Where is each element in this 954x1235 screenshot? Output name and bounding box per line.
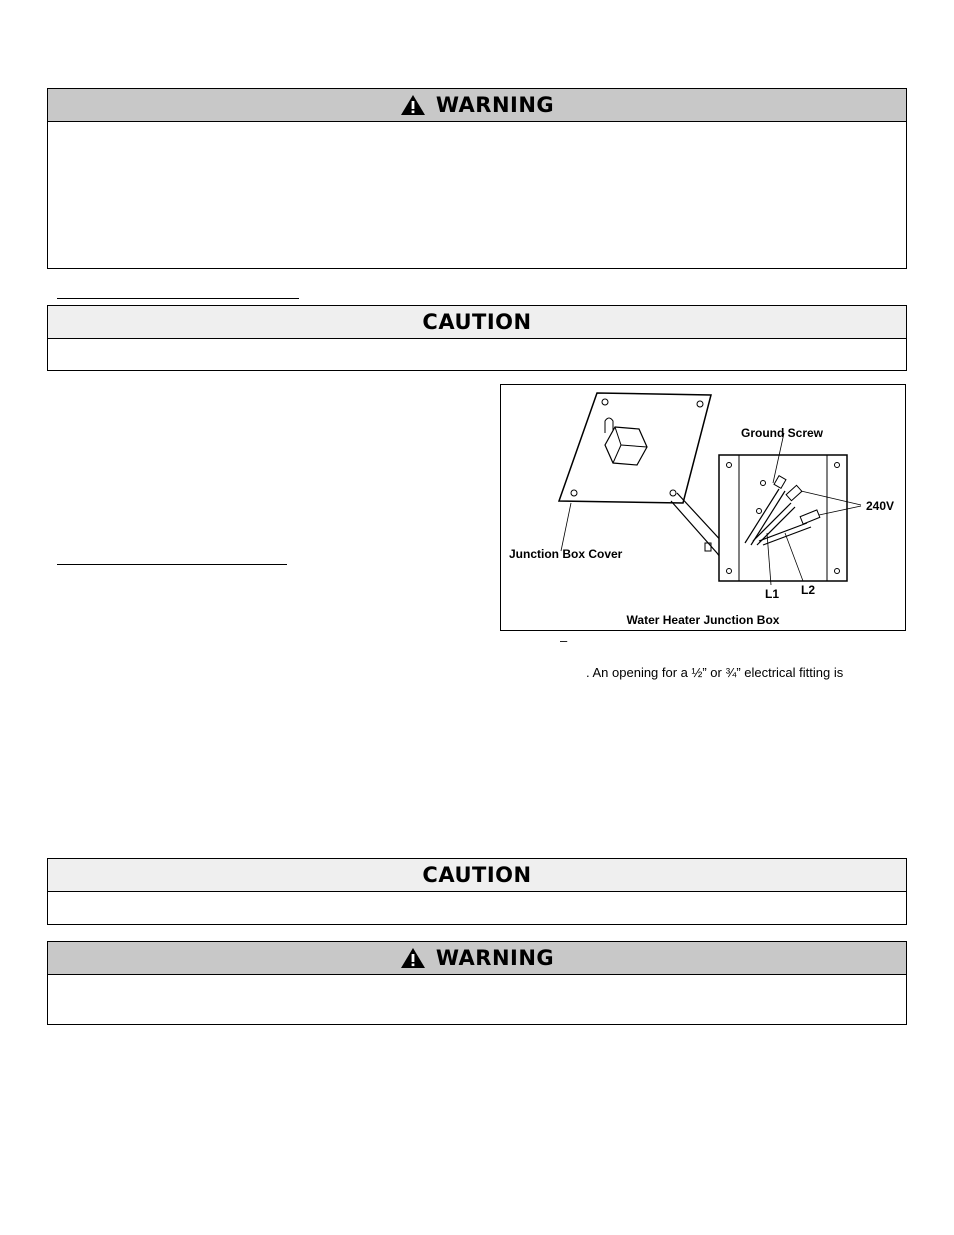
- warning-box-top: [47, 88, 907, 269]
- label-junction-box-cover: Junction Box Cover: [509, 547, 623, 561]
- figure-caption: Water Heater Junction Box: [626, 613, 780, 627]
- junction-box-diagram: [501, 385, 905, 630]
- label-l2: L2: [801, 583, 816, 597]
- caution-header-second: [48, 859, 906, 892]
- label-l1: L1: [765, 587, 780, 601]
- label-240v: 240V: [866, 499, 895, 513]
- warning-box-bottom: [47, 941, 907, 1025]
- label-ground-screw: Ground Screw: [741, 426, 824, 440]
- junction-box-figure: [500, 384, 906, 631]
- body-text-fitting-opening: . An opening for a ½” or ¾” electrical fitting is: [586, 665, 844, 680]
- caution-box-first: [47, 305, 907, 371]
- caution-title-first: CAUTION: [422, 310, 532, 334]
- caution-box-second: [47, 858, 907, 925]
- section-heading-underline-1: [57, 298, 299, 299]
- section-heading-underline-2: [57, 564, 287, 565]
- caution-title-second: CAUTION: [422, 863, 532, 887]
- warning-title-top: WARNING: [435, 93, 555, 117]
- text-dash: –: [560, 633, 568, 648]
- warning-triangle-icon: [400, 94, 426, 116]
- warning-triangle-icon: [400, 947, 426, 969]
- warning-header-bottom: [48, 942, 906, 975]
- warning-title-bottom: WARNING: [435, 946, 555, 970]
- caution-header-first: [48, 306, 906, 339]
- warning-header-top: [48, 89, 906, 122]
